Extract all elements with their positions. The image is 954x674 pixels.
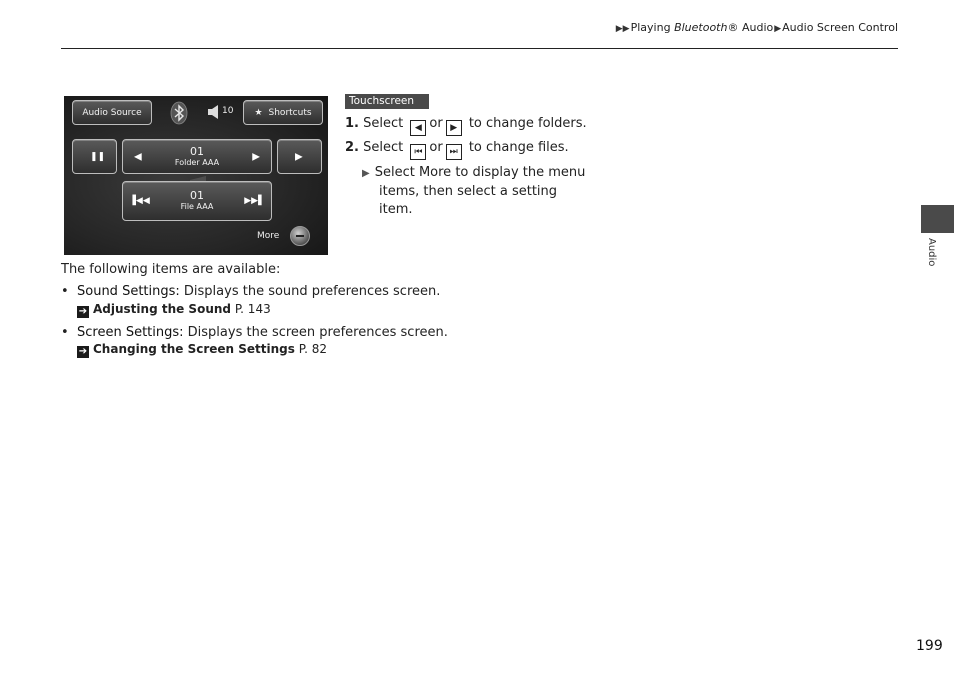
skip-back-icon[interactable]: ▐◀◀ [129, 196, 150, 206]
pause-button[interactable] [72, 139, 117, 174]
file-name: File AAA [180, 202, 214, 211]
intro-text: The following items are available: [61, 262, 281, 277]
folder-name: Folder AAA [174, 158, 220, 167]
volume-icon [207, 105, 221, 119]
step-2: 2. Select ⏮ or ⏭ to change files. [345, 140, 569, 160]
next-folder-icon[interactable]: ▶ [252, 151, 260, 162]
note-arrow-icon: ▶ [362, 168, 370, 179]
star-icon: ★ [254, 107, 263, 118]
volume-level: 10 [222, 106, 234, 116]
shortcuts-button[interactable] [243, 100, 323, 125]
list-item: • Sound Settings: Displays the sound preferences screen. [61, 284, 441, 299]
folder-selector [122, 139, 272, 174]
skip-back-key-icon: ⏮ [410, 144, 426, 160]
breadcrumb [616, 21, 898, 34]
cross-reference-link[interactable]: ➔ Adjusting the Sound P. 143 [78, 302, 271, 317]
file-number: 01 [190, 189, 204, 202]
more-menu-icon[interactable] [290, 226, 310, 246]
list-item: • Screen Settings: Displays the screen preferences screen. [61, 325, 448, 340]
reference-arrow-icon: ➔ [78, 306, 88, 317]
section-tab-label: Audio [926, 238, 937, 267]
file-selector [122, 181, 272, 221]
previous-folder-icon[interactable]: ◀ [134, 151, 142, 162]
more-keyword: More [418, 165, 452, 180]
breadcrumb-arrow-icon: ▶▶ [615, 24, 630, 34]
breadcrumb-current: Audio Screen Control [782, 21, 898, 34]
folder-number: 01 [190, 145, 204, 158]
right-arrow-key-icon: ▶ [446, 120, 462, 136]
play-icon: ▶ [295, 151, 303, 162]
skip-forward-icon[interactable]: ▶▶▌ [244, 196, 265, 206]
play-button[interactable] [277, 139, 322, 174]
step-1: 1. Select ◀ or ▶ to change folders. [345, 116, 587, 136]
left-arrow-key-icon: ◀ [410, 120, 426, 136]
header-divider [61, 48, 898, 49]
shortcuts-label: Shortcuts [268, 107, 312, 118]
reference-arrow-icon: ➔ [78, 346, 88, 357]
pause-icon: ❚❚ [90, 151, 106, 162]
bluetooth-icon [170, 101, 188, 125]
section-tab[interactable] [921, 205, 954, 233]
touchscreen-tag: Touchscreen [345, 94, 429, 109]
audio-source-button[interactable]: Audio Source [72, 100, 152, 125]
step-note: ▶ Select More to display the menu items, then select a setting item. [362, 165, 586, 217]
skip-forward-key-icon: ⏭ [446, 144, 462, 160]
more-label[interactable]: More [257, 231, 280, 241]
audio-screen-illustration [64, 96, 328, 255]
breadcrumb-arrow-icon: ▶ [774, 24, 782, 34]
breadcrumb-section[interactable]: Playing Bluetooth® Audio [630, 21, 774, 34]
cross-reference-link[interactable]: ➔ Changing the Screen Settings P. 82 [78, 342, 328, 357]
page-number: 199 [916, 638, 943, 654]
